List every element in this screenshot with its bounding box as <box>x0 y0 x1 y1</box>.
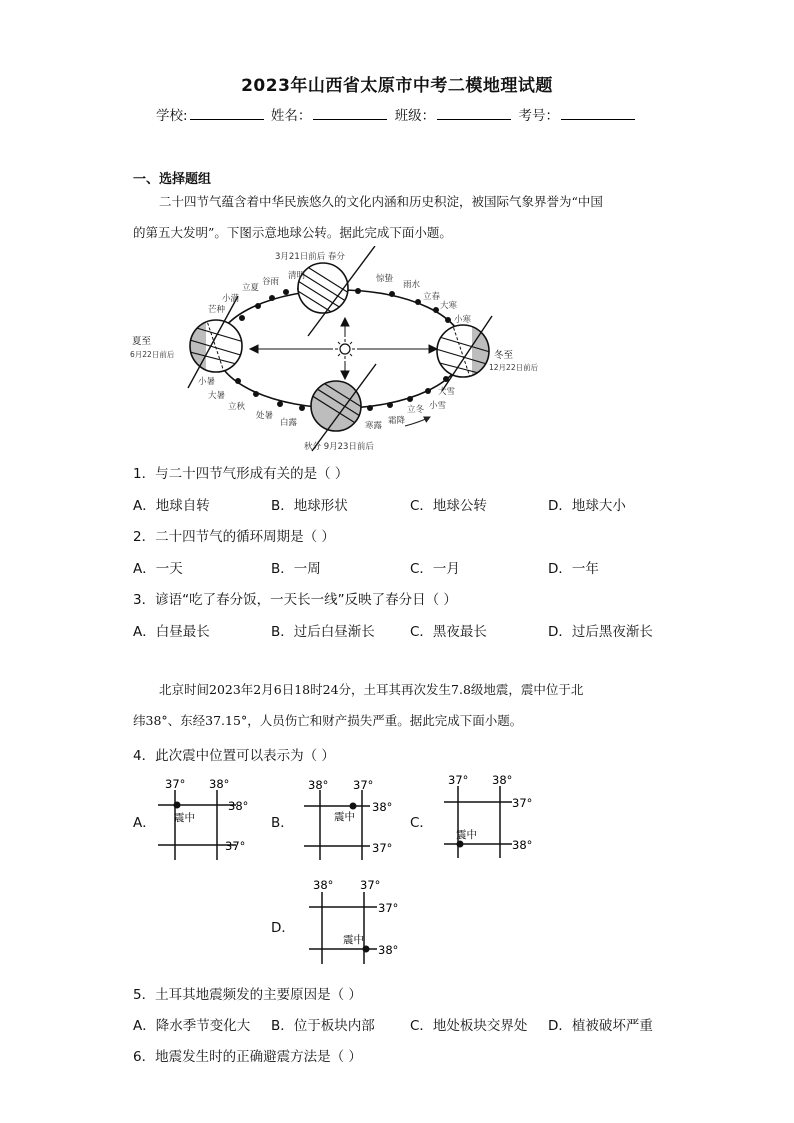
summer-label: 夏至 <box>132 336 152 347</box>
school-label: 学校: <box>156 108 188 124</box>
svg-text:37°: 37° <box>372 841 393 855</box>
summer-date: 6月22日前后 <box>130 350 175 359</box>
svg-text:震中: 震中 <box>174 812 195 824</box>
passage-1-line-1: 二十四节气蕴含着中华民族悠久的文化内涵和历史积淀，被国际气象界誉为“中国 <box>159 194 603 209</box>
q5-option-d[interactable]: D．植被破坏严重 <box>548 1018 653 1034</box>
spring-label: 3月21日前后 春分 <box>275 252 345 262</box>
winter-date: 12月22日前后 <box>489 363 539 372</box>
name-label: 姓名： <box>270 108 312 124</box>
autumn-label: 秋分 9月23日前后 <box>304 442 374 452</box>
question-5-stem: 5．土耳其地震频发的主要原因是（ ） <box>133 987 362 1003</box>
term-lichun: 立春 <box>423 292 441 302</box>
school-blank[interactable] <box>190 106 264 120</box>
svg-text:震中: 震中 <box>334 811 355 823</box>
svg-text:38°: 38° <box>512 838 533 852</box>
q3-option-d[interactable]: D．过后黑夜渐长 <box>548 624 653 640</box>
svg-text:38°: 38° <box>308 778 329 792</box>
term-xiaoman: 小满 <box>222 294 240 304</box>
q2-option-a[interactable]: A．一天 <box>133 561 183 577</box>
q4-option-d-label[interactable]: D． <box>271 920 295 936</box>
q3-option-b[interactable]: B．过后白昼渐长 <box>271 624 375 640</box>
term-mangzhong: 芒种 <box>208 305 226 315</box>
svg-text:38°: 38° <box>378 943 399 957</box>
class-label: 班级： <box>394 108 436 124</box>
svg-text:37°: 37° <box>512 796 533 810</box>
passage-2 <box>133 674 663 736</box>
name-blank[interactable] <box>313 106 387 120</box>
student-info-line <box>0 104 794 124</box>
question-6-stem: 6．地震发生时的正确避震方法是（ ） <box>133 1049 362 1065</box>
question-3-stem: 3．谚语“吃了春分饭，一天长一线”反映了春分日（ ） <box>133 592 457 608</box>
q4-grid-d[interactable] <box>305 874 415 966</box>
svg-text:38°: 38° <box>313 878 334 892</box>
winter-label: 冬至 <box>494 350 514 361</box>
q4-grid-a[interactable] <box>152 772 262 864</box>
term-xiaohan: 小寒 <box>454 315 472 325</box>
q2-option-b[interactable]: B．一周 <box>271 561 321 577</box>
term-daxue: 大雪 <box>438 387 456 397</box>
svg-text:38°: 38° <box>228 799 249 813</box>
q4-option-b-label[interactable]: B． <box>271 815 294 831</box>
svg-text:37°: 37° <box>165 777 186 791</box>
term-bailu: 白露 <box>280 418 298 428</box>
svg-text:震中: 震中 <box>456 829 477 841</box>
term-shuangjiang: 霜降 <box>388 416 406 426</box>
orbit-direction-arrow <box>405 417 430 426</box>
term-xiaoxue: 小雪 <box>429 401 447 411</box>
q5-option-b[interactable]: B．位于板块内部 <box>271 1018 375 1034</box>
sun-icon <box>335 339 355 359</box>
q3-option-c[interactable]: C．黑夜最长 <box>410 624 487 640</box>
question-1-stem: 1．与二十四节气形成有关的是（ ） <box>133 466 349 482</box>
term-yushui: 雨水 <box>403 280 421 290</box>
number-blank[interactable] <box>561 106 635 120</box>
section-heading: 一、选择题组 <box>133 172 212 187</box>
q1-option-b[interactable]: B．地球形状 <box>271 498 348 514</box>
q1-option-d[interactable]: D．地球大小 <box>548 498 626 514</box>
q2-option-d[interactable]: D．一年 <box>548 561 599 577</box>
term-hanlu: 寒露 <box>365 421 383 431</box>
svg-text:37°: 37° <box>378 901 399 915</box>
q4-grid-b[interactable] <box>298 772 408 864</box>
svg-text:37°: 37° <box>353 778 374 792</box>
term-lixia: 立夏 <box>242 283 260 293</box>
passage-1 <box>133 186 663 248</box>
term-xiaoshu: 小暑 <box>198 377 216 387</box>
q5-option-c[interactable]: C．地处板块交界处 <box>410 1018 528 1034</box>
q1-option-a[interactable]: A．地球自转 <box>133 498 210 514</box>
epicenter-dot <box>363 946 370 953</box>
passage-1-line-2: 的第五大发明”。下图示意地球公转。据此完成下面小题。 <box>133 225 452 240</box>
q4-option-a-label[interactable]: A． <box>133 815 156 831</box>
passage-2-line-2: 纬38°、东经37.15°，人员伤亡和财产损失严重。据此完成下面小题。 <box>133 713 523 728</box>
term-guyu: 谷雨 <box>262 277 280 287</box>
q2-option-c[interactable]: C．一月 <box>410 561 460 577</box>
q1-option-c[interactable]: C．地球公转 <box>410 498 487 514</box>
term-qingming: 清明 <box>288 271 306 281</box>
term-jingzhe: 惊蛰 <box>376 274 394 284</box>
passage-2-line-1: 北京时间2023年2月6日18时24分，土耳其再次发生7.8级地震，震中位于北 <box>159 682 584 697</box>
svg-text:38°: 38° <box>492 773 513 787</box>
svg-text:37°: 37° <box>360 878 381 892</box>
svg-text:震中: 震中 <box>343 934 364 946</box>
epicenter-dot <box>174 802 181 809</box>
number-label: 考号： <box>518 108 559 124</box>
q4-grid-c[interactable] <box>438 772 548 864</box>
term-lidong: 立冬 <box>407 405 425 415</box>
term-liqiu: 立秋 <box>228 402 246 412</box>
question-2-stem: 2．二十四节气的循环周期是（ ） <box>133 529 335 545</box>
term-chushu: 处暑 <box>256 411 274 421</box>
q3-option-a[interactable]: A．白昼最长 <box>133 624 210 640</box>
term-dahan: 大寒 <box>440 301 458 311</box>
svg-text:37°: 37° <box>225 839 246 853</box>
svg-text:38°: 38° <box>372 800 393 814</box>
q4-option-c-label[interactable]: C． <box>410 815 433 831</box>
epicenter-dot <box>457 841 464 848</box>
svg-text:38°: 38° <box>209 777 230 791</box>
question-4-stem: 4．此次震中位置可以表示为（ ） <box>133 748 335 764</box>
term-dashu: 大暑 <box>208 391 226 401</box>
q5-option-a[interactable]: A．降水季节变化大 <box>133 1018 251 1034</box>
class-blank[interactable] <box>437 106 511 120</box>
svg-text:37°: 37° <box>448 773 469 787</box>
earth-orbit-diagram <box>130 246 560 456</box>
page-title: 2023年山西省太原市中考二模地理试题 <box>241 76 553 96</box>
epicenter-dot <box>350 803 357 810</box>
